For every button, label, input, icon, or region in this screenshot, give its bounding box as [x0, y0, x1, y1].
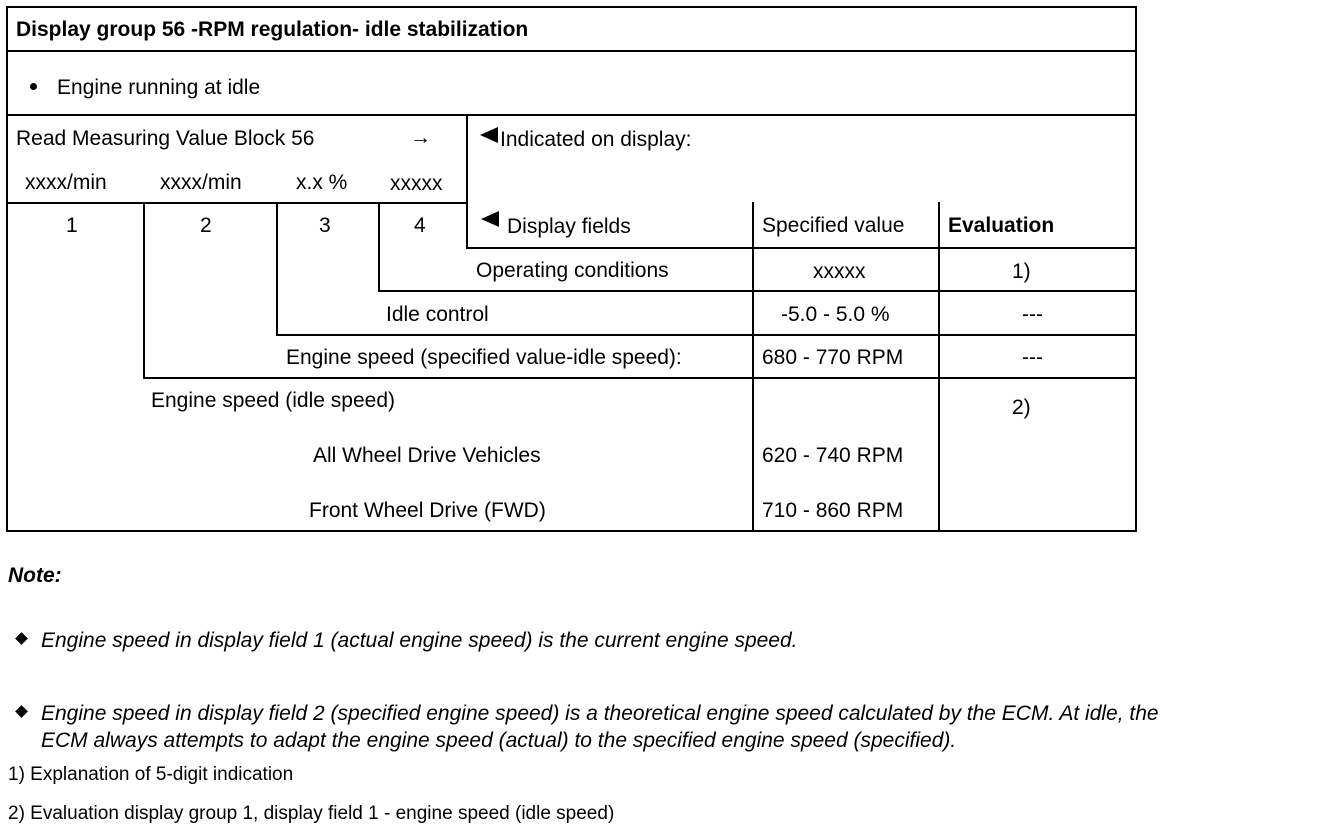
note-item: Engine speed in display field 2 (specified engine speed) is a theoretical engine speed calculated by the ECM. At idle, the: [41, 702, 1159, 725]
row-value: 680 - 770 RPM: [762, 346, 904, 369]
divider-value-column: [752, 202, 754, 532]
bullet-icon: [30, 83, 37, 90]
field-format-4: xxxxx: [390, 172, 443, 195]
footnote: 2) Evaluation display group 1, display field 1 - engine speed (idle speed): [8, 803, 615, 824]
divider-row-2: [276, 334, 1137, 336]
header-specified-value: Specified value: [762, 214, 905, 237]
row-value: -5.0 - 5.0 %: [781, 303, 890, 326]
field-number-1: 1: [66, 214, 78, 237]
field-number-4: 4: [414, 214, 426, 237]
row-eval: 1): [1012, 260, 1031, 283]
divider-field-2-3: [276, 202, 278, 336]
row-eval: 2): [1012, 396, 1031, 419]
divider-field-1-2: [143, 202, 145, 379]
diamond-bullet-icon: [15, 632, 28, 645]
row-value: 620 - 740 RPM: [762, 444, 904, 467]
field-format-2: xxxx/min: [160, 171, 242, 194]
condition-text: Engine running at idle: [57, 76, 261, 99]
divider-fields: [6, 202, 468, 204]
field-format-1: xxxx/min: [25, 171, 107, 194]
header-display-fields: Display fields: [507, 215, 631, 238]
row-label: Engine speed (specified value-idle speed):: [286, 346, 682, 369]
divider-condition: [6, 114, 1137, 116]
divider-field-3-4: [378, 202, 380, 292]
row-label: Idle control: [386, 303, 489, 326]
triangle-left-icon: [480, 127, 498, 143]
divider-header: [466, 247, 1137, 249]
table-border-bottom: [6, 530, 1137, 532]
field-number-3: 3: [319, 214, 331, 237]
row-eval: ---: [1022, 303, 1043, 326]
note-title: Note:: [8, 564, 62, 587]
page-title: Display group 56 -RPM regulation- idle stabilization: [16, 18, 529, 41]
field-number-2: 2: [200, 214, 212, 237]
note-item-continued: ECM always attempts to adapt the engine speed (actual) to the specified engine speed (specified).: [41, 729, 957, 752]
divider-row-1: [378, 290, 1137, 292]
divider-row-3: [143, 377, 1137, 379]
table-border-right: [1135, 6, 1137, 532]
row-eval: ---: [1022, 346, 1043, 369]
row-label: All Wheel Drive Vehicles: [313, 444, 541, 467]
row-label: Engine speed (idle speed): [151, 389, 396, 412]
note-item: Engine speed in display field 1 (actual engine speed) is the current engine speed.: [41, 629, 798, 652]
divider-title: [6, 50, 1137, 52]
header-evaluation: Evaluation: [948, 214, 1055, 237]
read-block-label: Read Measuring Value Block 56: [16, 127, 315, 150]
table-border-left: [6, 6, 8, 532]
row-label: Operating conditions: [476, 259, 669, 282]
triangle-left-icon: [481, 211, 499, 227]
row-value: 710 - 860 RPM: [762, 499, 904, 522]
divider-indicated: [466, 114, 468, 249]
diamond-bullet-icon: [15, 705, 28, 718]
footnote: 1) Explanation of 5-digit indication: [8, 764, 294, 785]
indicated-label: Indicated on display:: [500, 128, 692, 151]
table-border-top: [6, 6, 1137, 8]
field-format-3: x.x %: [296, 171, 348, 194]
arrow-icon: →: [410, 126, 431, 149]
row-label: Front Wheel Drive (FWD): [309, 499, 546, 522]
row-value: xxxxx: [813, 260, 866, 283]
divider-eval-column: [938, 202, 940, 532]
